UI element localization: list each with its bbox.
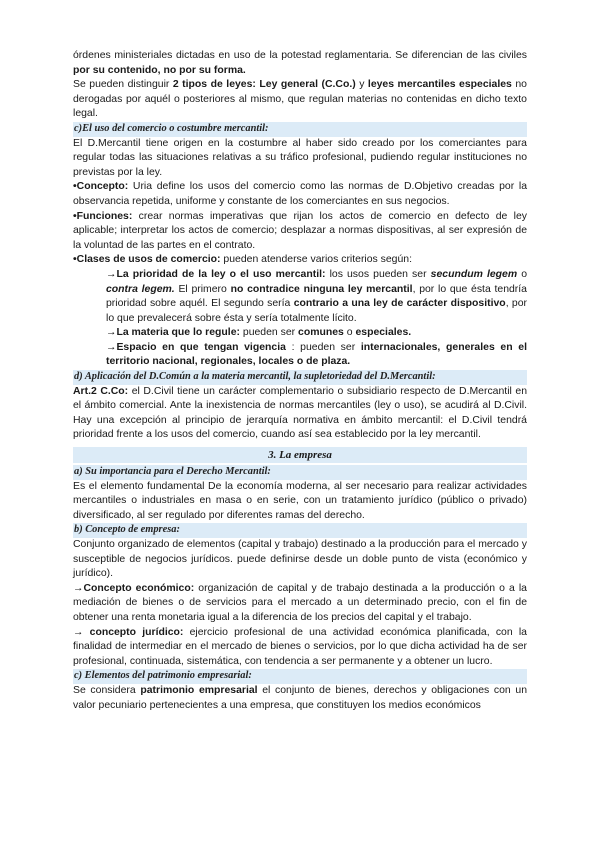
bold-text: →La materia que lo regule: <box>106 327 240 339</box>
paragraph-importancia: Es el elemento fundamental De la economía moderna, al ser necesario para realizar actividades mercantiles o industriales en masa o en serie, con un tratamiento jurídico (público o privado) diversificado, al ser regulado por diferentes ramas del derecho. <box>73 480 527 521</box>
paragraph-funciones <box>73 210 527 254</box>
text: o <box>343 327 356 339</box>
bold-italic-text: secundum legem <box>430 268 518 280</box>
text: ejercicio profesional de una actividad económica planificada, con la finalidad de intermediar en el mercado de bienes o servicios, por lo que dicha actividad ha de ser profesional, continuada, sistemática, con tendencia a ser permanente y a obtener un lucro. <box>73 626 527 667</box>
bold-text: por su contenido, no por su forma. <box>73 64 246 76</box>
section-heading-concepto-empresa: b) Concepto de empresa: <box>73 523 527 538</box>
bold-text: patrimonio empresarial <box>140 684 258 696</box>
bold-text: leyes mercantiles especiales <box>367 79 512 91</box>
bold-text: contrario a una ley de carácter dispositivo <box>293 298 506 310</box>
text: órdenes ministeriales dictadas en uso de la potestad reglamentaria. Se diferencian de las civiles <box>73 50 527 61</box>
text: o <box>517 268 528 280</box>
paragraph-art2 <box>73 385 527 443</box>
bold-text: internacionales, generales en el territorio nacional, regionales, locales o de plaza. <box>106 341 527 368</box>
text: , por lo que prevalecerá sobre ésta y sería totalmente lícito. <box>106 298 528 324</box>
text: : pueden ser <box>285 341 361 353</box>
text: Uria define los usos del comercio como las normas de D.Objetivo creadas por la observancia repetida, uniforme y constante de los comerciantes en sus negocios. <box>73 181 527 207</box>
paragraph-concepto-economico <box>73 582 527 626</box>
bold-label: →Concepto económico: <box>73 582 195 594</box>
bold-label: •Clases de usos de comercio: <box>73 254 221 266</box>
chapter-heading: 3. La empresa <box>73 447 527 463</box>
text: Se considera <box>73 684 141 696</box>
text: el D.Civil tiene un carácter complementario o subsidiario respecto de D.Mercantil en el ámbito comercial. Ante la inexistencia de normas mercantiles (ley o uso), se acudirá al D.Civil. Hay una excepción al principio de jerarquía normativa en ámbito mercantil: el D.Civil tendrá prioridad frente a los usos del comercio, cuando así sea establecido por la ley mercantil. <box>73 385 527 441</box>
text: y <box>355 79 368 91</box>
text: crear normas imperativas que rijan los actos de comercio en defecto de ley aplicable; interpretar los actos de comercio; desplazar a normas dispositivas, al ser expresión de la voluntad de las partes en el contrato. <box>73 210 527 251</box>
paragraph-ordenes <box>73 49 527 78</box>
paragraph-patrimonio <box>73 684 527 713</box>
text: pueden ser <box>239 327 299 339</box>
bold-text: →La prioridad de la ley o el uso mercantil: <box>106 268 326 280</box>
bold-text: no contradice ninguna ley mercantil <box>230 283 413 295</box>
text: no derogadas por aquél o posteriores al mismo, que regulan materias no contenidas en dicho texto legal. <box>73 79 527 120</box>
paragraph-origen: El D.Mercantil tiene origen en la costumbre al haber sido creado por los comerciantes para regular todas las situaciones relativas a su tráfico profesional, pudiendo regular instituciones no previstas por la ley. <box>73 137 527 178</box>
bold-label: Art.2 C.Co: <box>73 385 129 397</box>
paragraph-tipos-leyes <box>73 78 527 122</box>
text: pueden atenderse varios criterios según: <box>220 254 412 266</box>
text: El primero <box>174 283 231 295</box>
section-heading-aplicacion: d) Aplicación del D.Común a la materia mercantil, la supletoriedad del D.Mercantil: <box>73 370 527 385</box>
bold-label: → concepto jurídico: <box>73 626 184 638</box>
text: , por lo que ésta tendría prioridad sobre aquél. El segundo sería <box>106 283 527 310</box>
paragraph-materia <box>73 326 527 341</box>
paragraph-conjunto: Conjunto organizado de elementos (capital y trabajo) destinado a la producción para el mercado y susceptible de negocios jurídicos. puede definirse desde un doble punto de vista (económico y jurídico). <box>73 539 527 580</box>
paragraph-clases <box>73 253 527 268</box>
section-heading-elementos: c) Elementos del patrimonio empresarial: <box>73 669 527 684</box>
paragraph-espacio <box>73 341 527 370</box>
bold-label: •Concepto: <box>73 181 129 193</box>
bold-label: •Funciones: <box>73 210 133 222</box>
text: Se pueden distinguir <box>73 79 173 91</box>
bold-text: especiales. <box>355 327 412 339</box>
paragraph-concepto-juridico <box>73 626 527 670</box>
paragraph-prioridad <box>73 268 527 326</box>
text: el conjunto de bienes, derechos y obligaciones con un valor pecuniario pertenecientes a una empresa, que constituyen los medios económicos <box>73 684 528 711</box>
bold-text: 2 tipos de leyes: Ley general (C.Co.) <box>172 79 356 91</box>
bold-text: →Espacio en que tengan vigencia <box>106 341 286 353</box>
paragraph-concepto <box>73 180 527 209</box>
section-heading-uso-comercio: c)El uso del comercio o costumbre mercantil: <box>73 122 527 137</box>
bold-text: comunes <box>298 327 344 339</box>
bold-italic-text: contra legem. <box>106 283 175 295</box>
section-heading-importancia: a) Su importancia para el Derecho Mercantil: <box>73 465 527 480</box>
text: organización de capital y de trabajo destinada a la producción o a la mediación de bienes o de servicios para el mercado a un determinado precio, con el fin de obtener una renta monetaria igual a la diferencia de los precios del capital y el trabajo. <box>73 582 527 623</box>
text: los usos pueden ser <box>325 268 431 280</box>
